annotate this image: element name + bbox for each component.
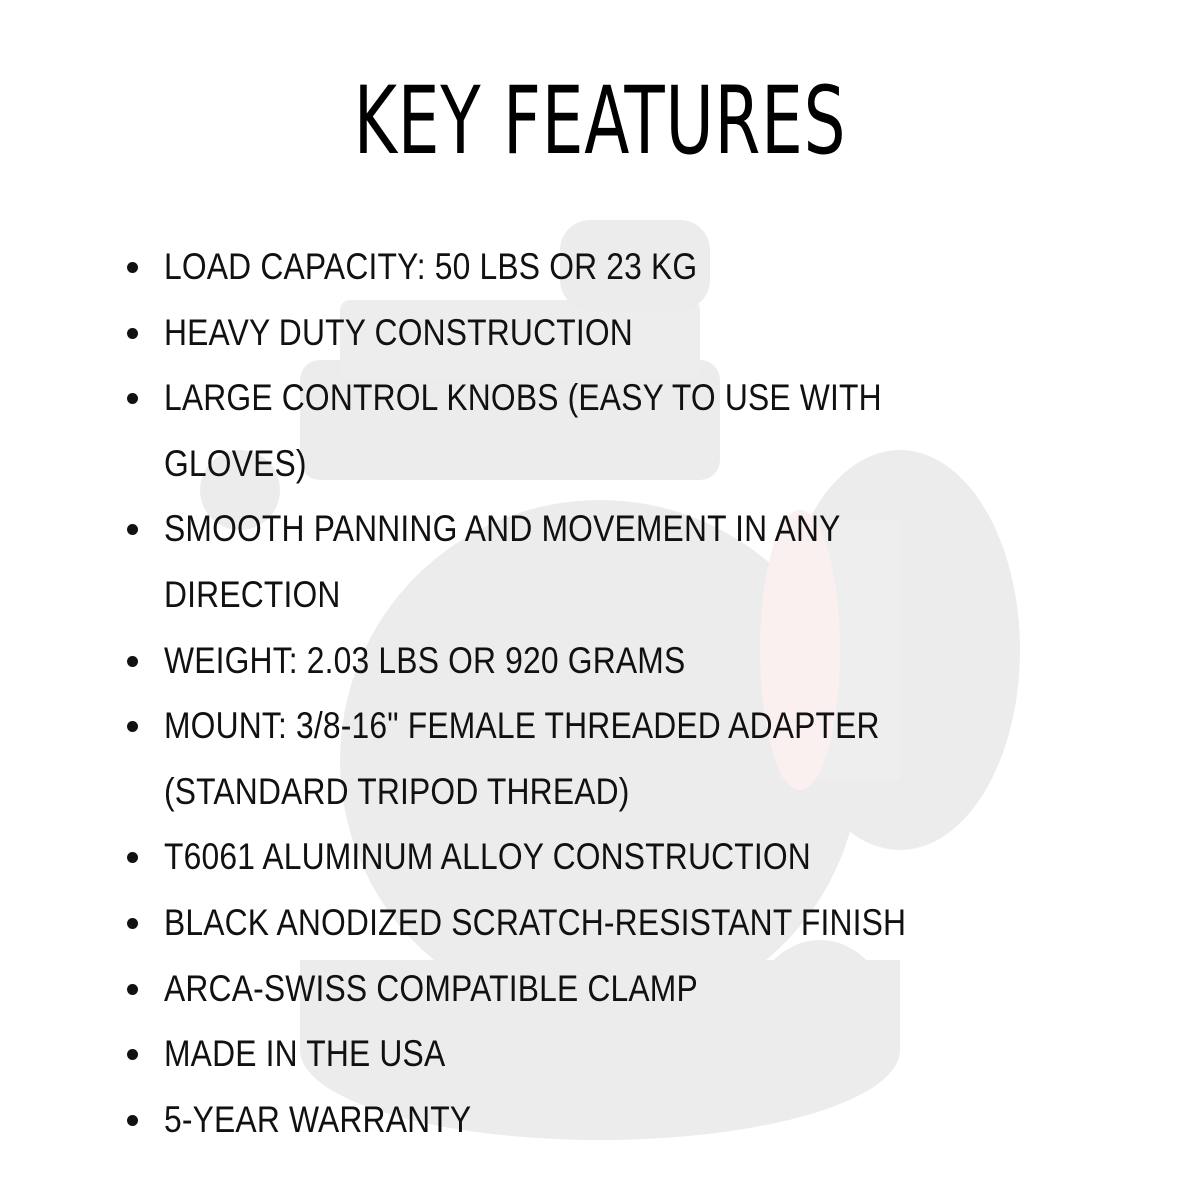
list-item — [118, 1087, 1118, 1153]
feature-text: BLACK ANODIZED SCRATCH-RESISTANT FINISH — [164, 901, 907, 943]
list-item — [118, 628, 1118, 694]
bullet-icon — [127, 328, 138, 339]
feature-text: SMOOTH PANNING AND MOVEMENT IN ANY DIRECTION — [164, 508, 840, 615]
feature-text: LARGE CONTROL KNOBS (EASY TO USE WITH GLOVES) — [164, 377, 882, 484]
feature-text: LOAD CAPACITY: 50 LBS OR 23 KG — [164, 246, 698, 287]
feature-text: MOUNT: 3/8-16" FEMALE THREADED ADAPTER (STANDARD TRIPOD THREAD) — [164, 705, 880, 812]
bullet-icon — [127, 984, 138, 995]
list-item — [118, 693, 1118, 824]
page-title: KEY FEATURES — [353, 67, 847, 176]
list-item — [118, 956, 1118, 1022]
bullet-icon — [127, 393, 138, 404]
list-item — [118, 890, 1118, 956]
list-item — [118, 300, 1118, 366]
feature-text: HEAVY DUTY CONSTRUCTION — [164, 311, 633, 353]
bullet-icon — [127, 656, 138, 667]
bullet-icon — [127, 262, 138, 273]
bullet-icon — [127, 1049, 138, 1060]
bullet-icon — [127, 524, 138, 535]
bullet-icon — [127, 852, 138, 863]
feature-text: MADE IN THE USA — [164, 1033, 446, 1075]
list-item — [118, 824, 1118, 890]
feature-text: ARCA-SWISS COMPATIBLE CLAMP — [164, 967, 698, 1009]
feature-text: WEIGHT: 2.03 LBS OR 920 GRAMS — [164, 639, 686, 681]
bullet-icon — [127, 721, 138, 732]
feature-text: 5-YEAR WARRANTY — [164, 1098, 472, 1140]
feature-list — [118, 234, 1118, 1152]
feature-text: T6061 ALUMINUM ALLOY CONSTRUCTION — [164, 836, 811, 878]
list-item — [118, 234, 1118, 300]
list-item — [118, 365, 1118, 496]
list-item — [118, 1021, 1118, 1087]
list-item — [118, 496, 1118, 627]
bullet-icon — [127, 1115, 138, 1126]
bullet-icon — [127, 918, 138, 929]
